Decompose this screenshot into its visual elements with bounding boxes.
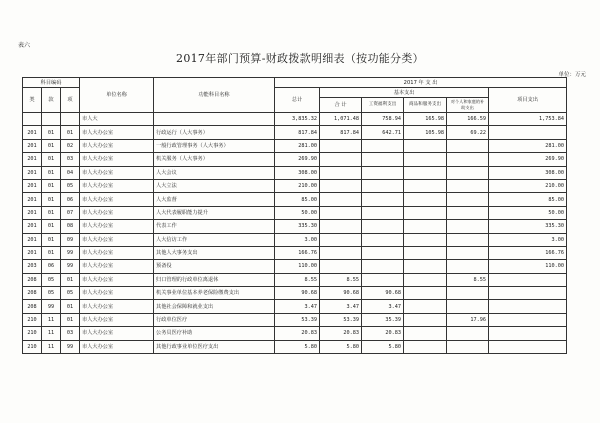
cell-subject-name: 人大立法 [154,179,275,192]
cell-unit-name: 市人大办公室 [80,206,154,219]
cell-class-code: 201 [23,126,42,139]
cell-class-code: 208 [23,300,42,313]
cell-item-code: 99 [42,300,61,313]
header-wage-welfare: 工资福利支出 [362,98,404,113]
cell-class-code: 210 [23,327,42,340]
cell-sub-code: 06 [61,193,80,206]
cell-unit-name: 市人大办公室 [80,246,154,259]
cell-goods-services [404,193,447,206]
cell-project: 110.00 [489,260,567,273]
cell-item-code: 01 [42,246,61,259]
cell-sub-code: 01 [61,273,80,286]
cell-item-code: 01 [42,166,61,179]
cell-individual-family [447,153,489,166]
cell-total: 3.00 [275,233,320,246]
cell-goods-services [404,300,447,313]
cell-wage-welfare: 642.71 [362,126,404,139]
page-title: 2017年部门预算-财政拨款明细表（按功能分类） [176,52,424,65]
cell-individual-family [447,220,489,233]
cell-subtotal: 1,071.48 [320,113,362,126]
cell-item-code: 01 [42,126,61,139]
cell-sub-code: 04 [61,166,80,179]
cell-total: 8.55 [275,273,320,286]
cell-class-code: 201 [23,246,42,259]
cell-total: 90.68 [275,287,320,300]
cell-subtotal [320,220,362,233]
header-subtotal: 合 计 [320,98,362,113]
cell-goods-services [404,206,447,219]
cell-project: 166.76 [489,246,567,259]
cell-subject-name: 预备役 [154,260,275,273]
cell-class-code: 208 [23,273,42,286]
cell-goods-services [404,287,447,300]
cell-goods-services: 165.98 [404,113,447,126]
cell-wage-welfare [362,206,404,219]
cell-subject-name: 其他行政事业单位医疗支出 [154,340,275,353]
cell-class-code [23,113,42,126]
cell-individual-family [447,260,489,273]
cell-project: 50.00 [489,206,567,219]
cell-sub-code: 01 [61,313,80,326]
cell-individual-family [447,327,489,340]
cell-subject-name: 机关服务（人大事务） [154,153,275,166]
cell-unit-name: 市人大办公室 [80,340,154,353]
cell-wage-welfare: 90.68 [362,287,404,300]
header-individual-family: 对个人和家庭的补助支出 [447,98,489,113]
cell-subtotal [320,139,362,152]
cell-sub-code: 05 [61,179,80,192]
cell-subject-name: 行政单位医疗 [154,313,275,326]
cell-subtotal: 3.47 [320,300,362,313]
cell-total: 308.00 [275,166,320,179]
cell-class-code: 201 [23,179,42,192]
cell-sub-code: 09 [61,233,80,246]
cell-project: 308.00 [489,166,567,179]
header-subject-name: 功能科目名称 [154,78,275,113]
cell-sub-code: 07 [61,206,80,219]
cell-class-code: 210 [23,340,42,353]
cell-total: 85.00 [275,193,320,206]
table-row [23,233,567,246]
cell-individual-family [447,166,489,179]
cell-item-code: 05 [42,287,61,300]
cell-unit-name: 市人大办公室 [80,300,154,313]
cell-goods-services [404,313,447,326]
cell-goods-services [404,273,447,286]
cell-item-code: 05 [42,273,61,286]
header-project: 项目支出 [489,88,567,113]
cell-unit-name: 市人大办公室 [80,313,154,326]
cell-unit-name: 市人大办公室 [80,273,154,286]
cell-wage-welfare [362,220,404,233]
cell-unit-name: 市人大办公室 [80,166,154,179]
cell-unit-name: 市人大办公室 [80,153,154,166]
header-subject-code: 科目编码 [23,78,80,88]
cell-subtotal: 5.80 [320,340,362,353]
cell-project [489,287,567,300]
cell-subtotal [320,153,362,166]
cell-wage-welfare: 35.39 [362,313,404,326]
cell-sub-code [61,113,80,126]
cell-project [489,126,567,139]
cell-goods-services: 105.98 [404,126,447,139]
cell-item-code: 01 [42,139,61,152]
cell-project: 3.00 [489,233,567,246]
cell-total: 335.30 [275,220,320,233]
header-item: 款 [42,88,61,113]
cell-subtotal: 53.39 [320,313,362,326]
cell-class-code: 201 [23,139,42,152]
cell-individual-family: 69.22 [447,126,489,139]
cell-unit-name: 市人大办公室 [80,220,154,233]
table-row [23,179,567,192]
cell-total: 3.47 [275,300,320,313]
cell-goods-services [404,139,447,152]
cell-item-code: 01 [42,193,61,206]
cell-subject-name: 公务员医疗补助 [154,327,275,340]
unit-label: 单位：万元 [558,72,586,78]
cell-goods-services [404,233,447,246]
cell-project: 269.90 [489,153,567,166]
cell-wage-welfare: 5.80 [362,340,404,353]
cell-unit-name: 市人大办公室 [80,193,154,206]
cell-unit-name: 市人大 [80,113,154,126]
cell-sub-code: 99 [61,246,80,259]
cell-total: 269.90 [275,153,320,166]
cell-item-code: 11 [42,327,61,340]
cell-subtotal: 90.68 [320,287,362,300]
cell-item-code: 11 [42,313,61,326]
cell-individual-family [447,179,489,192]
table-row [23,327,567,340]
cell-individual-family [447,300,489,313]
cell-item-code: 01 [42,220,61,233]
cell-subtotal [320,246,362,259]
cell-subtotal: 817.84 [320,126,362,139]
cell-total: 166.76 [275,246,320,259]
cell-total: 50.00 [275,206,320,219]
header-goods-services: 商品和服务支出 [404,98,447,113]
cell-subtotal [320,233,362,246]
table-row [23,206,567,219]
cell-class-code: 201 [23,206,42,219]
cell-subject-name [154,113,275,126]
cell-wage-welfare [362,233,404,246]
cell-sub-code: 01 [61,300,80,313]
header-total: 总计 [275,88,320,113]
cell-goods-services [404,260,447,273]
cell-item-code: 06 [42,260,61,273]
table-row [23,166,567,179]
cell-unit-name: 市人大办公室 [80,260,154,273]
cell-total: 210.00 [275,179,320,192]
cell-goods-services [404,246,447,259]
cell-unit-name: 市人大办公室 [80,179,154,192]
header-sub: 项 [61,88,80,113]
cell-class-code: 201 [23,166,42,179]
cell-wage-welfare [362,260,404,273]
cell-sub-code: 05 [61,287,80,300]
cell-unit-name: 市人大办公室 [80,139,154,152]
cell-individual-family [447,287,489,300]
cell-wage-welfare [362,139,404,152]
header-basic-expense: 基本支出 [320,88,489,98]
cell-total: 817.84 [275,126,320,139]
cell-goods-services [404,220,447,233]
cell-goods-services [404,153,447,166]
cell-sub-code: 99 [61,260,80,273]
cell-total: 20.83 [275,327,320,340]
cell-subject-name: 其他社会保障和就业支出 [154,300,275,313]
cell-sub-code: 99 [61,340,80,353]
cell-individual-family [447,206,489,219]
cell-individual-family [447,139,489,152]
cell-wage-welfare [362,166,404,179]
header-class: 类 [23,88,42,113]
cell-total: 110.00 [275,260,320,273]
table-row [23,273,567,286]
cell-class-code: 203 [23,260,42,273]
cell-individual-family: 17.96 [447,313,489,326]
header-unit-name: 单位名称 [80,78,154,113]
cell-class-code: 201 [23,233,42,246]
cell-total: 5.80 [275,340,320,353]
cell-sub-code: 03 [61,153,80,166]
table-row [23,246,567,259]
cell-wage-welfare [362,246,404,259]
cell-individual-family [447,340,489,353]
cell-individual-family: 8.55 [447,273,489,286]
cell-item-code: 01 [42,233,61,246]
cell-subject-name: 机关事业单位基本养老保险缴费支出 [154,287,275,300]
cell-project [489,273,567,286]
cell-project: 281.00 [489,139,567,152]
cell-goods-services [404,327,447,340]
cell-item-code: 01 [42,153,61,166]
table-row [23,260,567,273]
cell-wage-welfare [362,153,404,166]
cell-class-code: 208 [23,287,42,300]
cell-subject-name: 归口管理的行政单位离退休 [154,273,275,286]
cell-subtotal [320,206,362,219]
cell-subject-name: 人大代表履职能力提升 [154,206,275,219]
cell-subject-name: 人大会议 [154,166,275,179]
cell-goods-services [404,340,447,353]
cell-total: 3,835.32 [275,113,320,126]
table-number: 表六 [18,42,31,49]
cell-wage-welfare: 3.47 [362,300,404,313]
cell-project: 1,753.84 [489,113,567,126]
cell-wage-welfare: 20.83 [362,327,404,340]
cell-wage-welfare [362,179,404,192]
cell-sub-code: 02 [61,139,80,152]
cell-subject-name: 人大监督 [154,193,275,206]
table-row [23,300,567,313]
cell-project: 335.30 [489,220,567,233]
cell-subject-name: 行政运行（人大事务） [154,126,275,139]
cell-wage-welfare [362,193,404,206]
header-row-1 [23,78,567,88]
cell-total: 281.00 [275,139,320,152]
table-row [23,340,567,353]
cell-project: 210.00 [489,179,567,192]
cell-subject-name: 其他人大事务支出 [154,246,275,259]
cell-project [489,300,567,313]
cell-subject-name: 代表工作 [154,220,275,233]
cell-project [489,327,567,340]
cell-unit-name: 市人大办公室 [80,233,154,246]
cell-sub-code: 08 [61,220,80,233]
cell-individual-family: 166.59 [447,113,489,126]
cell-wage-welfare: 758.94 [362,113,404,126]
cell-subtotal [320,260,362,273]
table-row [23,153,567,166]
cell-individual-family [447,246,489,259]
cell-unit-name: 市人大办公室 [80,327,154,340]
cell-sub-code: 01 [61,126,80,139]
cell-goods-services [404,166,447,179]
cell-item-code: 01 [42,179,61,192]
cell-item-code [42,113,61,126]
cell-project [489,313,567,326]
table-row [23,126,567,139]
cell-class-code: 210 [23,313,42,326]
cell-item-code: 01 [42,206,61,219]
budget-table-body [23,113,567,354]
cell-project: 85.00 [489,193,567,206]
cell-unit-name: 市人大办公室 [80,126,154,139]
cell-subtotal: 8.55 [320,273,362,286]
cell-wage-welfare [362,273,404,286]
cell-total: 53.39 [275,313,320,326]
cell-subtotal [320,193,362,206]
table-row [23,139,567,152]
cell-class-code: 201 [23,220,42,233]
cell-sub-code: 03 [61,327,80,340]
table-row [23,220,567,233]
header-year-total: 2017 年 支 出 [275,78,567,88]
cell-class-code: 201 [23,153,42,166]
cell-individual-family [447,193,489,206]
cell-subtotal [320,179,362,192]
cell-subtotal: 20.83 [320,327,362,340]
cell-subtotal [320,166,362,179]
cell-subject-name: 人大信访工作 [154,233,275,246]
cell-item-code: 11 [42,340,61,353]
cell-project [489,340,567,353]
cell-subject-name: 一般行政管理事务（人大事务） [154,139,275,152]
cell-class-code: 201 [23,193,42,206]
table-row [23,113,567,126]
cell-individual-family [447,233,489,246]
table-row [23,193,567,206]
table-row [23,287,567,300]
table-row [23,313,567,326]
cell-goods-services [404,179,447,192]
budget-table [22,77,567,354]
cell-unit-name: 市人大办公室 [80,287,154,300]
